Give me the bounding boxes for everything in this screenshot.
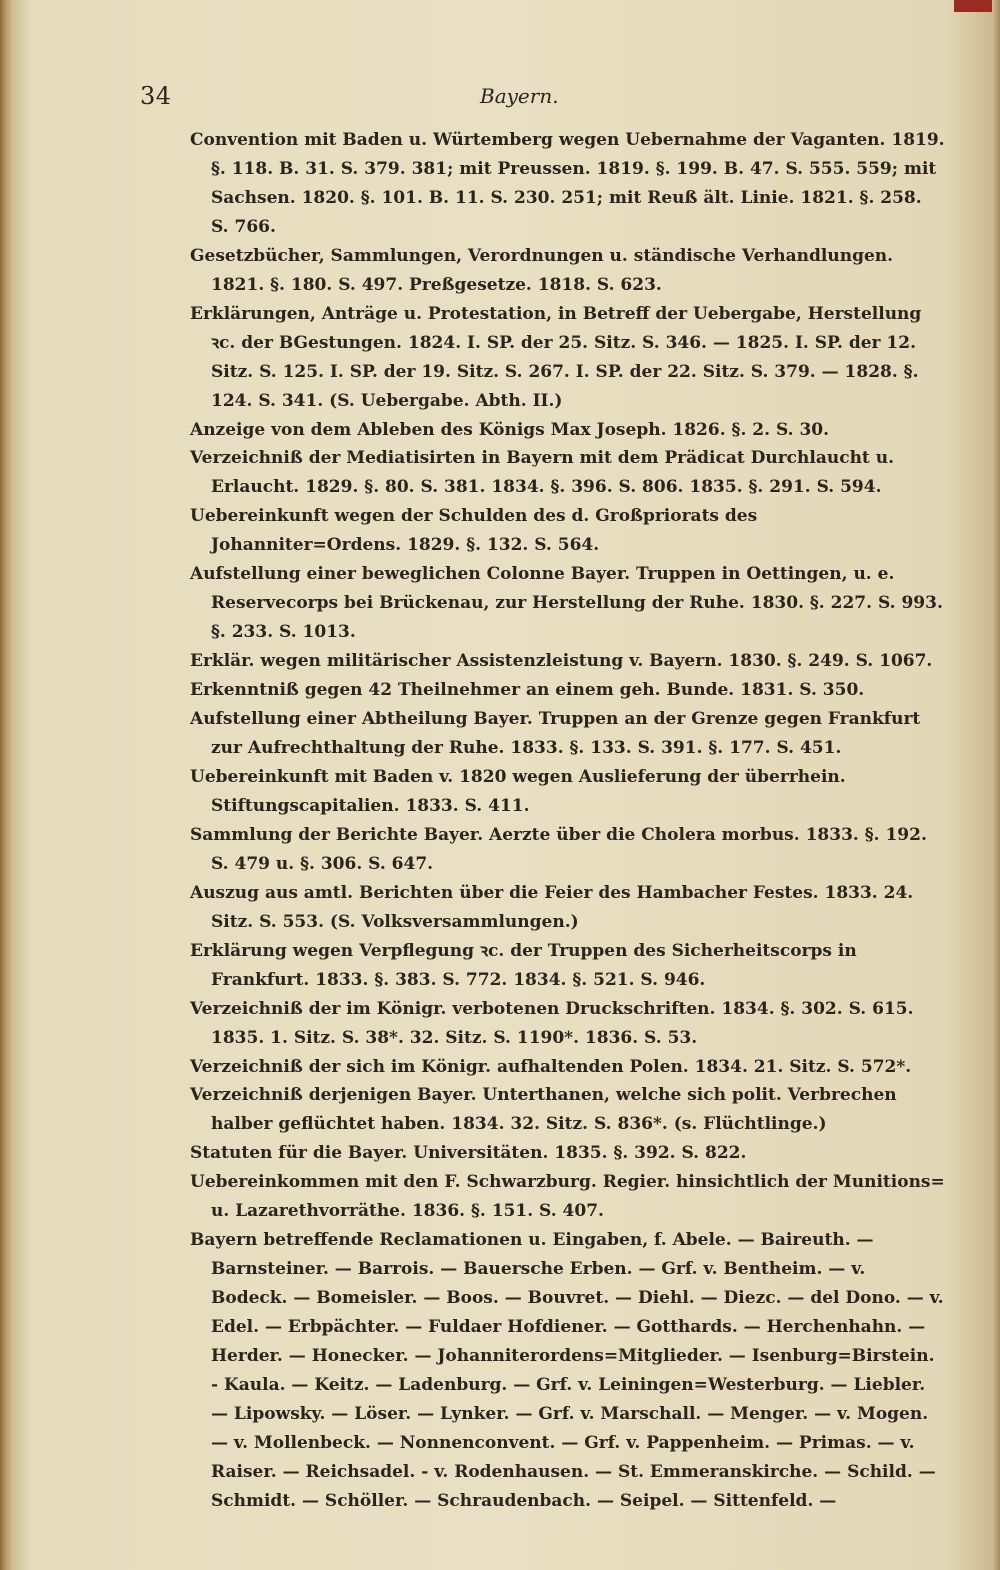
index-entry: Statuten für die Bayer. Universitäten. 1835. §. 392. S. 822. [190,1143,747,1164]
index-entry: Verzeichniß der sich im Königr. aufhaltenden Polen. 1834. 21. Sitz. S. 572*. [190,1056,912,1077]
index-entry: Aufstellung einer Abtheilung Bayer. Truppen an der Grenze gegen Frankfurt zur Aufrechthaltung der Ruhe. 1833. §. 133. S. 391. §. 177. S. 451. [190,709,921,759]
index-entry: Bayern betreffende Reclamationen u. Eingaben, f. Abele. — Baireuth. — Barnsteiner. — Barrois. — Bauersche Erben. — Grf. v. Bentheim. — v. Bodeck. — Bomeisler. — Boos. — Bouvret. — Diehl. — Diezc. — del Dono. — v. Edel. — Erbpächter. — Fuldaer Hofdiener. — Gotthards. — Herchenhahn. — Herder. — Honecker. — Johanniterordens=Mitglieder. — Isenburg=Birstein. - Kaula. — Keitz. — Ladenburg. — Grf. v. Leiningen=Westerburg. — Liebler. — Lipowsky. — Löser. — Lynker. — Grf. v. Marschall. — Menger. — v. Mogen. — v. Mollenbeck. — Nonnenconvent. — Grf. v. Pappenheim. — Primas. — v. Raiser. — Reichsadel. - v. Rodenhausen. — St. Emmeranskirche. — Schild. — Schmidt. — Schöller. — Schraudenbach. — Seipel. — Sittenfeld. — [190,1230,944,1511]
index-entry: Uebereinkunft mit Baden v. 1820 wegen Auslieferung der überrhein. Stiftungscapitalien. 1833. S. 411. [190,766,846,816]
index-entry: Erklär. wegen militärischer Assistenzleistung v. Bayern. 1830. §. 249. S. 1067. [190,651,933,672]
index-entry: Erklärungen, Anträge u. Protestation, in Betreff der Uebergabe, Herstellung ꝛc. der BGestungen. 1824. I. SP. der 25. Sitz. S. 346. — 1825. I. SP. der 12. Sitz. S. 125. I. SP. der 19. Sitz. S. 267. I. SP. der 22. Sitz. S. 379. — 1828. §. 124. S. 341. (S. Uebergabe. Abth. II.) [190,303,922,411]
page-right-edge [992,0,1000,1570]
index-entry: Auszug aus amtl. Berichten über die Feier des Hambacher Festes. 1833. 24. Sitz. S. 553. (S. Volksversammlungen.) [190,882,914,932]
page-header [140,82,960,118]
index-entry: Verzeichniß der im Königr. verbotenen Druckschriften. 1834. §. 302. S. 615. 1835. 1. Sitz. S. 38*. 32. Sitz. S. 1190*. 1836. S. 53. [190,998,914,1048]
index-entry: Verzeichniß derjenigen Bayer. Unterthanen, welche sich polit. Verbrechen halber geflüchtet haben. 1834. 32. Sitz. S. 836*. (s. Flüchtlinge.) [190,1085,897,1135]
index-entry: Verzeichniß der Mediatisirten in Bayern mit dem Prädicat Durchlaucht u. Erlaucht. 1829. §. 80. S. 381. 1834. §. 396. S. 806. 1835. §. 291. S. 594. [190,448,894,498]
index-entry: Aufstellung einer beweglichen Colonne Bayer. Truppen in Oettingen, u. e. Reservecorps bei Brückenau, zur Herstellung der Ruhe. 1830. §. 227. S. 993. §. 233. S. 1013. [190,564,943,643]
index-entry: Uebereinkommen mit den F. Schwarzburg. Regier. hinsichtlich der Munitions= u. Lazarethvorräthe. 1836. §. 151. S. 407. [190,1172,945,1222]
index-entry: Erklärung wegen Verpflegung ꝛc. der Truppen des Sicherheitscorps in Frankfurt. 1833. §. 383. S. 772. 1834. §. 521. S. 946. [190,940,857,990]
page-tab-mark [954,0,994,12]
page-left-edge [0,0,14,1570]
index-entry: Convention mit Baden u. Würtemberg wegen Uebernahme der Vaganten. 1819. §. 118. B. 31. S. 379. 381; mit Preussen. 1819. §. 199. B. 47. S. 555. 559; mit Sachsen. 1820. §. 101. B. 11. S. 230. 251; mit Reuß ält. Linie. 1821. §. 258. S. 766. [190,130,945,237]
running-head: Bayern. [480,84,559,108]
index-entry: Anzeige von dem Ableben des Königs Max Joseph. 1826. §. 2. S. 30. [190,419,830,440]
index-entry: Sammlung der Berichte Bayer. Aerzte über die Cholera morbus. 1833. §. 192. S. 479 u. §. 306. S. 647. [190,824,927,874]
index-entry: Erkenntniß gegen 42 Theilnehmer an einem geh. Bunde. 1831. S. 350. [190,680,865,701]
index-entry: Gesetzbücher, Sammlungen, Verordnungen u. ständische Verhandlungen. 1821. §. 180. S. 497. Preßgesetze. 1818. S. 623. [190,245,894,295]
index-entries [190,126,945,1516]
page-number: 34 [140,82,172,110]
index-entry: Uebereinkunft wegen der Schulden des d. Großpriorats des Johanniter=Ordens. 1829. §. 132. S. 564. [190,506,758,556]
